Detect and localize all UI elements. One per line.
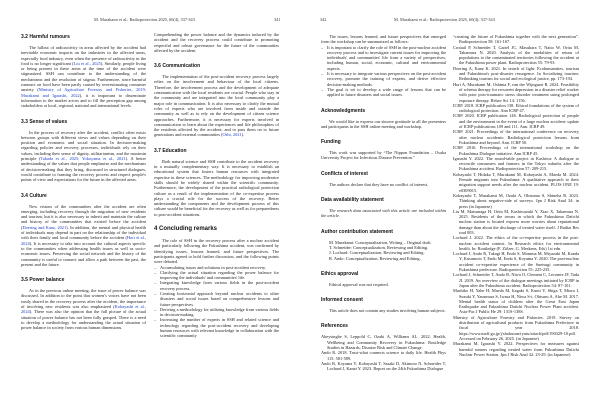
page-number: 341 (274, 17, 281, 22)
reference-item: Ando R. 2018. Trust-what connects science to daily life. Health Phys 115: 581-589. (321, 350, 446, 361)
text-segment: This work was supported by “The Nippon Foundation – Osaka University Project for Infectious Disease Prevention.” (321, 150, 446, 161)
reference-item: “creating the future of Fukushima together with the next generation”. Radioprotection 58: 161-167. (453, 34, 579, 45)
text-segment: ). A better understanding of the values that people emphasize and the mechanisms of decision-making that they bring, discussed in structured dialogues, would contribute to framing the recovery process and respect people's points of view and expectations for the future in the affected areas. (21, 156, 146, 183)
paragraph (21, 204, 146, 268)
text-segment: In the process of recovery after the accident, conflict often exists between groups with different views and values depending on their position and economic and social situation. In decision-making regarding policies and recovery processes, individuals rely on their values, including their sense of dignity, utilitarianism, and the maximin principle ( (21, 129, 146, 162)
citation-link[interactable]: Doering and Kanz, 2021 (22, 224, 67, 230)
section-heading: Ethics approval (321, 270, 359, 277)
contribution-line: R. Ando: Conceptualization, Reviewing and Editing. (329, 255, 421, 261)
text-segment: The issues, lessons learned, and future perspectives that emerged from the workshop can be summarized as follows: (321, 34, 446, 45)
section-heading: 3.7 Education (154, 147, 187, 154)
citation-link[interactable]: Takada et al., 2025; Yokoyama et al., 2021 (40, 156, 126, 162)
paragraph (21, 288, 146, 330)
reference-item: Hori A, Murakami M, Oshima F, van der Wijngaart R. 2024. Feasibility of schema therapy for recurrent depression in a disaster relief worker with prior post-traumatic stress disorder treatment using prolonged exposure therapy. Behav Sci 14: 1156. (453, 81, 579, 103)
section-heading: 3.5 Power balance (21, 277, 65, 284)
text-segment: The role of SSH in the recovery process after a nuclear accident and particularly following the Fukushima accident, was confirmed by identifying issues, lessons learned, and future perspectives. The participants agreed to hold further discussion, and the following points were debated. (154, 238, 279, 265)
paragraph (321, 182, 446, 187)
paragraph (154, 74, 279, 138)
section-heading: Acknowledgments (321, 107, 366, 114)
text-segment: ), it is important to disseminate information to the market actors and to fill the perception gap among stakeholders at local, regional, national and international levels. (21, 92, 146, 109)
text-segment: Comprehending the power balance and the dynamics induced by the accident and the recovery process could contribute to promoting respectful and robust governance for the future of the communities affected by the accident. (154, 32, 279, 53)
reference-item: Ministry of Agriculture Forestry and Fisheries. 2019. Survey on distribution of agricultural products from Fukushima Prefecture in fiscal year 2018. https://www.maff.go.jp/j/shokusan/ryutu/attach/pdf/190329-10.pdf. Accessed on February 26, 2025. (in Japanese) (453, 314, 579, 341)
list-item: – It is necessary to integrate various perspectives on the post-accident recovery, promote the training of experts, and derive effective decision-making methods. (321, 71, 446, 87)
bullet-list (154, 265, 279, 339)
citation-link[interactable]: Hori et al., 2024 (21, 235, 146, 246)
paragraph (154, 159, 279, 217)
reference-item: Lochard J. 2022. The ethics of the co-expertise process in the post-nuclear accident context. In Research ethics for environmental health. In: Routledge (F. Zölzer, G. Meskens, Eds) 1st edn. (453, 235, 579, 251)
contribution-line: J. Lochard: Conceptualization, Reviewing and Editing. (329, 250, 425, 256)
section-heading: Data availability statement (321, 197, 384, 204)
text-segment: The fallout of radioactivity in areas affected by the accident had inevitable economic impacts on the industries in the affected areas, especially food industry, even when the presence of radioactivity in the food is no longer significant ( (21, 45, 146, 66)
contribution-line: T. Schneider: Conceptualization, Reviewing and Editing. (329, 244, 429, 250)
author-contributions (321, 240, 446, 261)
right-column (453, 32, 579, 357)
list-item: – It is important to clarify the role of SSH in the post-nuclear accident recovery process and to investigate current issues for improving the individuals' and communities' life from a variety of perspectives, including human, social, economic, cultural and environmental aspects. (321, 45, 446, 71)
text-segment: We would like to express our sincere gratitude to all the presenters and participants in the SSH online meeting and workshop. (321, 118, 446, 129)
section-heading: Funding (321, 139, 341, 146)
section-heading: Conflicts of interest (321, 170, 368, 177)
list-item: – The goal is set to develop a wide range of lessons that can be applied to future disasters and social issues. (321, 87, 446, 98)
citation-link[interactable]: Kobayashi et al., 2024 (21, 303, 146, 315)
paragraph (154, 238, 279, 264)
text-segment: New visions of the communities after the accident are often emerging, including recovery through the migration of new residents and tourism, but it is also necessary to inherit and maintain the culture and history of the communities that existed before the accident ( (21, 203, 146, 230)
text-segment: Both natural science and SSH contribute to the accident recovery in a mutually complementary way. It is necessary to establish an educational system that fosters human resources with integrated expertise in these sciences. The methodology for improving moderator skills should be widely shared within the scientific community. Furthermore, the development of the practical radiological protection culture as a result of the implementation of the co-expertise process plays a crucial role for the success of the recovery. Better understanding the components and the development process of this culture would be beneficial for the recovery as well as for preparedness to post-accident situations. (154, 158, 279, 217)
section-heading: 3.4 Culture (21, 192, 47, 199)
right-column (154, 32, 279, 339)
reference-item: Kobayashi T, Hidaka T, Murakami M, Kobayashi A, Maeda M. 2024. Female migrants into Fukushima: A qualitative approach to their migration support needs after the nuclear accident. PLOS ONE 19: e0309015. (453, 171, 579, 193)
reference-item: Lochard J, Schneider T, Ando R, Niwa O, Clement C, Lecomte JF, Tada JI. 2019. An overview of the dialogue meetings initiated by ICRP in Japan after the Fukushima accident. Radioprotection 54: 87-101. (453, 272, 579, 288)
paragraph (21, 45, 146, 109)
reference-item: Liu M, Matsunaga H, Orita M, Kashiwazaki Y, Xiao X, Takamura N. 2025. Residents of the towns in which the Fukushima Daiichi nuclear station is located express more worries about reputational damage than about the discharge of treated water itself. J Radiat Res rrad 003. (453, 208, 579, 235)
text-segment: The implementation of the post-accident recovery process largely relies on the involvement and behaviour of the local citizens. Therefore, the involvement process and the development of adequate communication with the local residents are crucial. People who stay in the community and are integrated into the local community play a major role in communication. It is also necessary to clarify the mutual roles of experts who are involved from inside and outside the community as well as to rely on the development of citizen science approaches. Furthermore, it is necessary for experts involved in communication to learn about the experiences and life philosophies of the residents affected by the accident, and to pass them on to future generations and external communities ( (154, 74, 279, 138)
list-item: – Integrating knowledge from various fields in the post-accident recovery process. (154, 280, 279, 291)
citation-link[interactable]: Ministry of Agriculture Forestry and Fisheries, 2019; Murakami and Igarashi, 2022 (21, 87, 146, 98)
paragraph (21, 130, 146, 183)
running-header: M. Murakami et al.: Radioprotection 2025, 60(4), 337-343 (94, 17, 195, 22)
reference-item: Doering A, Kanz K. 2021. In search of light: Ecohumanities, tourism and Fukushima's post-disaster resurgence. In Socializing tourism: Rethinking tourism for social and ecological justice, pp. 173-194. (453, 65, 579, 82)
list-item: – Clarifying the actual situation regarding the power balance for improving the individuals' and communities' life. (154, 270, 279, 281)
list-item: – Deriving a methodology for utilizing knowledge from various fields in decision-making. (154, 307, 279, 318)
contribution-line: M. Murakami: Conceptualization, Writing – Original draft. (329, 239, 432, 245)
reference-item: Murakami M, Igarashi Y. 2022. Perspectives for measures against harmful rumors regarding treated water from Fukushima Daiichi Nuclear Power Station. Jpn J Risk Anal 32: 23-29. (in Japanese) (453, 341, 579, 357)
reference-item: ICRP. 2016. Proceedings of the international workshop on the Fukushima Dialogue initiative. Ann ICRP 45. (453, 145, 579, 156)
list-item: – Creating horizontal approach beyond nuclear accidents to other disasters and social issues based on comprehensive lessons and future perspectives. (154, 291, 279, 307)
bullet-list (321, 45, 446, 98)
reference-item: ICRP. 2020. ICRP publication 146. Radiological protection of people and the environment in the event of a large nuclear accident: update of ICRP publications 109 and 111. Ann. ICRP 49. (453, 113, 579, 130)
reference-list (321, 334, 446, 371)
section-heading: 4 Concluding remarks (154, 226, 218, 233)
paragraph (154, 32, 279, 53)
text-segment: ). There was also the opinion that the full picture of the actual situation of power balance has not been fully grasped. There is a need to develop a methodology for understanding the actual situation of power balance in society from various human dimensions. (21, 309, 146, 331)
section-heading: References (321, 323, 348, 330)
text-segment: ). It is necessary to take into account the cultural aspects specific to the communities when addressing health issues as well as socio-economic issues. Preserving the social network and the history of the community is useful to connect and allow a path between the past, the present and the future. (21, 240, 146, 267)
list-item: – Accumulating issues and solutions in post-accident recovery. (154, 265, 279, 270)
citation-link[interactable]: Liu et al., 2025 (73, 60, 101, 66)
left-column (321, 32, 446, 372)
text-segment: The research data associated with this article are included within the article. (321, 208, 446, 219)
text-segment: ). In addition, the mental and physical health of individuals may depend in part on the relationship of the individual with their family and local community before the accident ( (21, 224, 146, 241)
reference-item: Abeysinghe S, Leppold C, Ozaki A, Williams AL. 2022. Health, Wellbeing and Community Recovery in Fukushima. Routledge Studies in Hazards, Disaster Risk and Climate Change. (321, 334, 446, 351)
citation-link[interactable]: Oshi, 2021 (222, 132, 242, 138)
paragraph (321, 34, 446, 45)
reference-item: Kobayashi T, Murakami M, Ozaki A, Ohtsuma S, Shineha R. 2023. Thinking about negative-side of surveys. Jpn J Risk Anal 34: in press (in Japanese) (453, 192, 579, 209)
paragraph (321, 282, 446, 287)
text-segment: The authors declare that they have no conflict of interest. (329, 181, 429, 187)
reference-item: Ando R, Koyama Y, Kobayashi T, Sasaki D, Akimoto N, Schneider T, Lochard J, Kanai Y. 2023. Report on the 24th Fukushima Dialogue (321, 360, 446, 372)
section-heading: 3.2 Harmful rumours (21, 34, 70, 40)
text-segment: ). Similarly, people living or being present in these areas at the time of the accident were stigmatized. SSH can contribute to the understanding of the mechanisms and the resolution of stigma. Furthermore, since harmful rumours on food have been partly caused by overestimating consumer anxiety ( (21, 60, 146, 93)
reference-item: Croüail P, Schneider T, Gariel JC, Masuhara T, Naito W, Orita M, Takamura N. 2020. Analysis of the modalities of return of populations to the contaminated territories following the accident at the Fukushima power plant. Radioprotection 55: 79-93. (453, 44, 579, 66)
running-header: M. Murakami et al.: Radioprotection 2025, 60(4), 337-343 (394, 17, 495, 22)
section-heading: 3.3 Sense of values (21, 118, 68, 125)
text-segment: This article does not contain any studies involving human subjects. (329, 308, 446, 314)
paragraph (321, 308, 446, 313)
reference-item: ICRP. 2021. Proceedings of the international conference on recovery after nuclear accidents: Radiological protection lessons from Fukushima and beyond. Ann. ICRP 50. (453, 129, 579, 145)
reference-item: Lochard J, Ando R, Takagi H, Endo S, Momma M, Miyazaki M, Kanda Y, Kusumoto T, Endo M, Endo S, Koyama Y. 2020. The post-nuclear accident co-expertise experience of the Suetsugi community in Fukushima prefecture. Radioprotection 55: 225-235. (453, 251, 579, 273)
list-item: – Increasing the number of experts in SSH and related science and technology regarding the post-accident recovery and developing human resources with relevant knowledge in collaboration with the scientific community (154, 317, 279, 338)
reference-list (453, 34, 579, 357)
paragraph (321, 119, 446, 130)
section-heading: Author contribution statement (321, 228, 393, 235)
section-heading: Informed consent (321, 297, 363, 304)
page-342 (300, 0, 600, 400)
paragraph (321, 208, 446, 219)
reference-item: ICRP. 2018. ICRP publication 138. Ethical foundations of the system of radiological protection. Ann ICRP 47. (453, 102, 579, 114)
text-segment: As in the previous online meeting, the issue of power balance was discussed. In addition to the point that women's voices have not been easily shared in the recovery process after the accident, the importance of involving new residents was also emphasized ( (21, 288, 146, 309)
reference-item: Mashiko H, Yabe H, Maeda M, Itagaki S, Kunii Y, Shiga T, Miura I, Suzuki Y, Yasumura S, Iwasa H, Niwa S-i, Ohtsuru A, Abe M. 2017. Mental health status of children after the Great East Japan Earthquake and Fukushima Daiichi Nuclear Power Plant accident. Asia-Pac J Public He 29: 131S-138S. (453, 288, 579, 315)
page-number: 342 (320, 17, 327, 22)
paragraph (321, 150, 446, 161)
text-segment: Ethical approval was not required. (329, 281, 389, 287)
reference-item: Igarashi Y. 2022. The round-table project in Kashiwa: A dialogue to reconcile consumers and farmers in the Tokyo suburbs after the Fukushima accident. Radioprotection 57: 209-215. (453, 155, 579, 172)
text-segment: ). (241, 132, 245, 138)
section-heading: 3.6 Communication (154, 63, 201, 70)
left-column (21, 32, 146, 330)
